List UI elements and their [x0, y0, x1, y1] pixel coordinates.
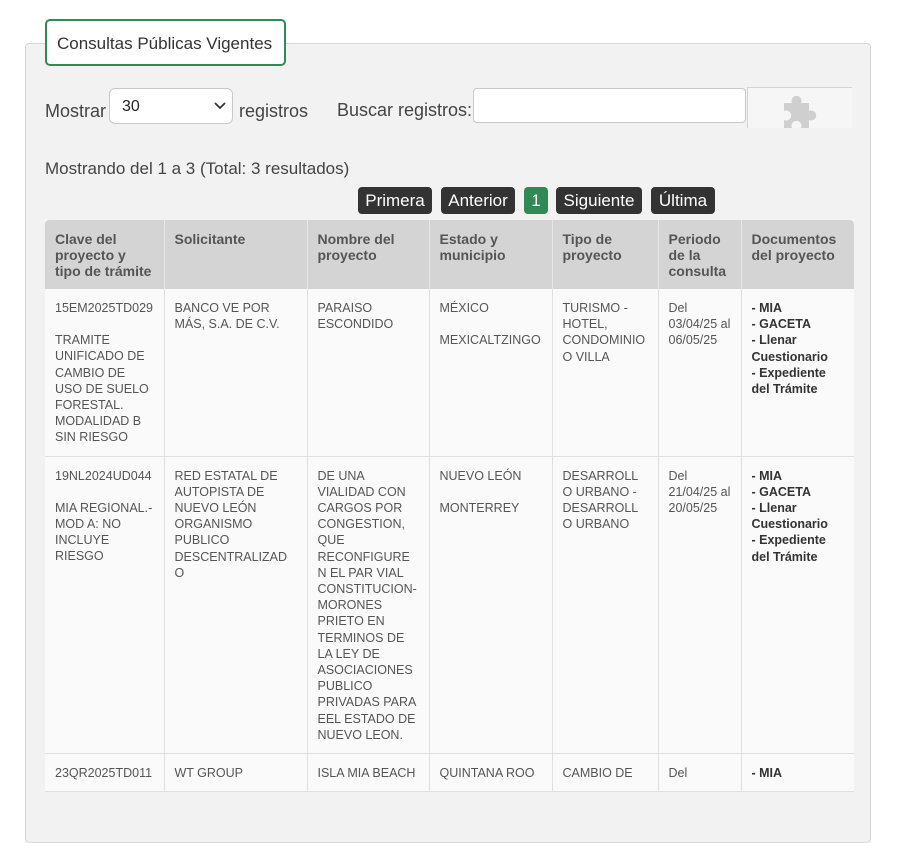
- municipality-name: MONTERREY: [439, 500, 520, 515]
- procedure-type: MIA REGIONAL.- MOD A: NO INCLUYE RIESGO: [55, 500, 153, 564]
- search-input[interactable]: [473, 88, 746, 123]
- current-page-button[interactable]: 1: [524, 187, 548, 214]
- tipo-cell: DESARROLLO URBANO - DESARROLLO URBANO: [552, 456, 658, 753]
- search-label: Buscar registros:: [337, 100, 473, 120]
- estado-cell: [429, 289, 552, 456]
- first-page-button[interactable]: Primera: [358, 187, 432, 214]
- previous-page-button[interactable]: Anterior: [441, 187, 515, 214]
- col-header-nombre: Nombre del proyecto: [307, 220, 429, 289]
- periodo-cell: Del 03/04/25 al 06/05/25: [658, 289, 741, 456]
- state-name: MÉXICO: [439, 301, 489, 315]
- clave-cell: [45, 456, 164, 753]
- questionnaire-link[interactable]: - Llenar Cuestionario: [751, 333, 828, 364]
- mia-link[interactable]: - MIA: [751, 468, 783, 483]
- tipo-cell: CAMBIO DE: [552, 754, 658, 792]
- puzzle-piece-icon: [780, 91, 818, 129]
- project-key: 15EM2025TD029: [55, 301, 153, 315]
- periodo-cell: Del 21/04/25 al 20/05/25: [658, 456, 741, 753]
- nombre-cell: DE UNA VIALIDAD CON CARGOS POR CONGESTION, QUE RECONFIGUREN EL PAR VIAL CONSTITUCION-MORONES PRIETO EN TERMINOS DE LA LEY DE ASOCIACIONES PUBLICO PRIVADAS PARA EEL ESTADO DE NUEVO LEON.: [307, 456, 429, 753]
- table-row: [45, 754, 854, 792]
- mia-link[interactable]: - MIA: [751, 766, 783, 781]
- chevron-down-icon: [213, 98, 227, 112]
- nombre-cell: PARAISO ESCONDIDO: [307, 289, 429, 456]
- col-header-solicitante: Solicitante: [164, 220, 307, 289]
- documentos-cell: [741, 456, 854, 753]
- records-per-page-select[interactable]: [109, 88, 233, 124]
- results-summary: Mostrando del 1 a 3 (Total: 3 resultados): [45, 159, 350, 178]
- col-header-tipo: Tipo de proyecto: [552, 220, 658, 289]
- expediente-link[interactable]: - Expediente del Trámite: [751, 533, 826, 564]
- records-per-page-value: 30: [122, 98, 140, 115]
- show-label: Mostrar: [45, 101, 107, 121]
- estado-cell: [429, 456, 552, 753]
- table-row: [45, 456, 854, 753]
- gaceta-link[interactable]: - GACETA: [751, 484, 811, 499]
- clave-cell: [45, 289, 164, 456]
- clave-cell: [45, 754, 164, 792]
- project-key: 19NL2024UD044: [55, 468, 152, 483]
- solicitante-cell: WT GROUP: [164, 754, 307, 792]
- gaceta-link[interactable]: - GACETA: [751, 317, 811, 332]
- records-label: registros: [239, 101, 309, 121]
- nombre-cell: ISLA MIA BEACH: [307, 754, 429, 792]
- procedure-type: TRAMITE UNIFICADO DE CAMBIO DE USO DE SUELO FORESTAL. MODALIDAD B SIN RIESGO: [55, 333, 149, 445]
- consultas-table: [45, 220, 854, 792]
- expediente-link[interactable]: - Expediente del Trámite: [751, 365, 826, 397]
- panel-legend: Consultas Públicas Vigentes: [45, 19, 286, 66]
- mia-link[interactable]: - MIA: [751, 301, 783, 315]
- periodo-cell: Del: [658, 754, 741, 792]
- documentos-cell: [741, 289, 854, 456]
- state-name: NUEVO LEÓN: [439, 468, 522, 483]
- solicitante-cell: BANCO VE POR MÁS, S.A. DE C.V.: [164, 289, 307, 456]
- project-key: 23QR2025TD011: [55, 766, 153, 781]
- col-header-estado: Estado y municipio: [429, 220, 552, 289]
- next-page-button[interactable]: Siguiente: [556, 187, 642, 214]
- col-header-documentos: Documentos del proyecto: [741, 220, 854, 289]
- last-page-button[interactable]: Última: [651, 187, 715, 214]
- tipo-cell: TURISMO - HOTEL, CONDOMINIO O VILLA: [552, 289, 658, 456]
- solicitante-cell: RED ESTATAL DE AUTOPISTA DE NUEVO LEÓN ORGANISMO PUBLICO DESCENTRALIZADO: [164, 456, 307, 753]
- col-header-clave: Clave del proyecto y tipo de trámite: [45, 220, 164, 289]
- col-header-periodo: Periodo de la consulta: [658, 220, 741, 289]
- municipality-name: MEXICALTZINGO: [439, 333, 541, 348]
- plugin-placeholder: [747, 87, 852, 128]
- estado-cell: QUINTANA ROO: [429, 754, 552, 792]
- questionnaire-link[interactable]: - Llenar Cuestionario: [751, 501, 828, 532]
- documentos-cell: [741, 754, 854, 792]
- table-row: [45, 289, 854, 456]
- table-header-row: [45, 220, 854, 289]
